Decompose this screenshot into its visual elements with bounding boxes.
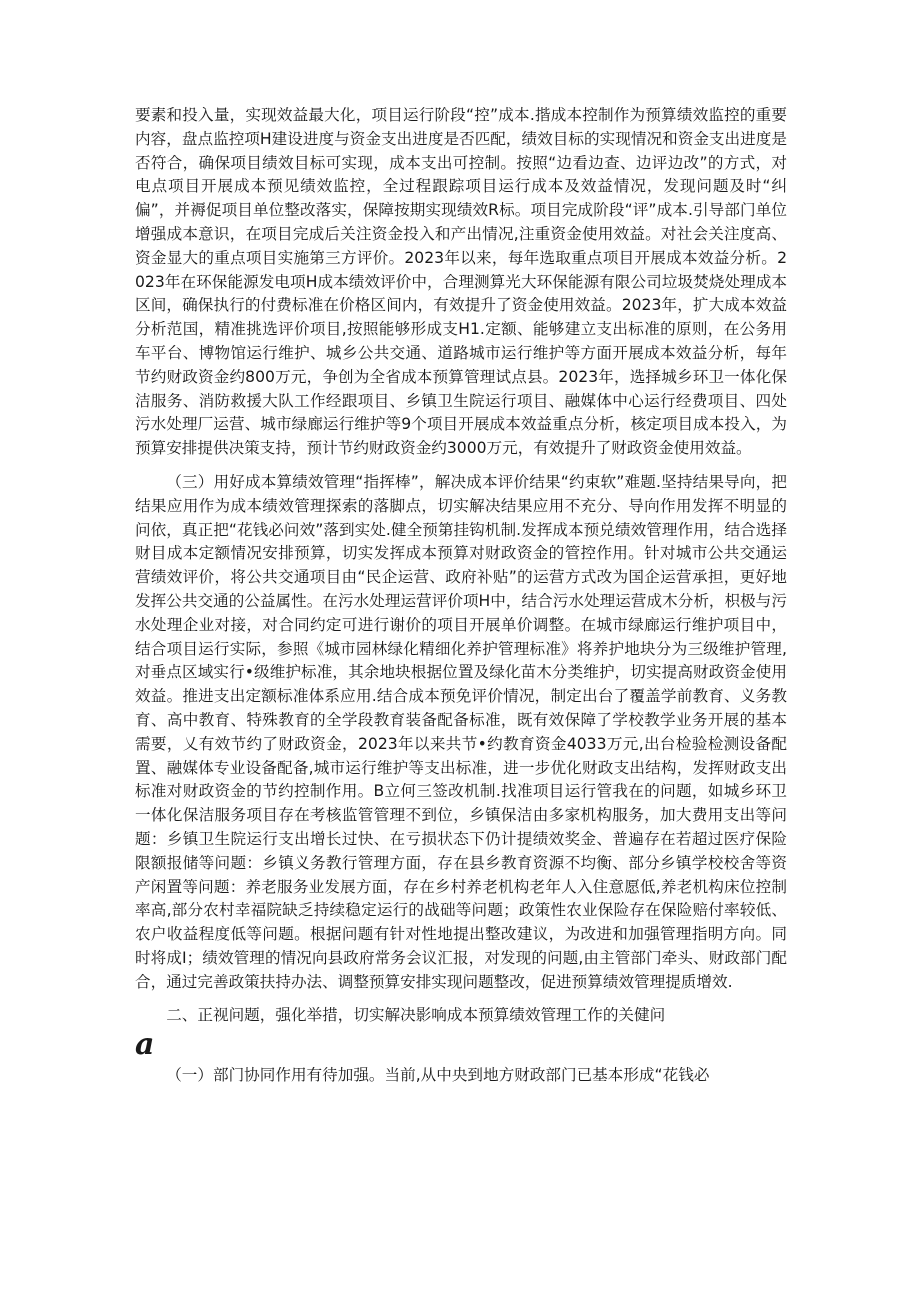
body-paragraph-3: （一）部门协同作用有待加强。当前,从中央到地方财政部门已基本形成“花钱必	[166, 1066, 710, 1085]
body-paragraph-2: （三）用好成本算绩效管理“指挥棒”，解决成本评价结果“约束软”难题.坚持结果导向，把结果应用作为成本绩效管理探索的落脚点，切实解决结果应用不充分、导向作用发挥不明显的问依，真正把“花钱必问效”落到实处.健全预第挂钩机制.发挥成本预兑绩效管理作用，结合选择财目成本定额情况安排预算，切实发挥成本预算对财政资金的管控作用。针对城市公共交通运营绩效评价，将公共交通项目由“民企运营、政府补贴”的运营方式改为国企运营承担，更好地发挥公共交通的公益属性。在污水处理运营评价项H中，结合污水处理运营成木分析，枳极与污水处理企业对接，对合同约定可进行谢价的项目开展单价调整。在城市绿廊运行维护项目中，结合项目运行实际，参照《城市园林绿化精细化养护管理标准》将养护地块分为三级维护管理,对垂点区域实行•级维护标准，其余地块根据位置及绿化苗木分类维护，切实提高财政资金使用效益。推进支出定额标准体系应用.结合成本预免评价情况，制定出台了覆盖学前教育、义务教育、高中教育、特殊教育的全学段教育装备配备标准，既有效保障了学校教学业务开展的基本需要，乂有效节约了财政资金，2023年以来共节•约教育资金4033万元,出台检验检测设备配置、融媒体专业设备配备,城市运行维护等支出标准，进一步优化财政支出结构，发挥财政支出标准对财政资金的节约控制作用。B立何三签改机制.找准项目运行管我在的问题，如城乡环卫一体化保洁服务项目存在考核监管管理不到位，乡镇保洁由多家机构服务，加大费用支出等问题：乡镇卫生院运行支出增长过快、在亏损状态下仍计提绩效奖金、普遍存在若超过医疗保险限额报储等问题：乡镇义务教行管理方面，存在县乡教育资源不均衡、部分乡镇学校校舍等资产闲置等问题：养老服务业发展方面，存在乡村养老机构老年人入住意愿低,养老机构床位控制率高,部分农村幸福院缺乏持续稳定运行的战础等问题；政策性农业保险存在保险赔付率较低、农户收益程度低等问题。根据问题有针对性地提出整改建议，为改进和加强管理指明方向。同时将成I；绩效管理的情况向县政府常务会议汇报，对发现的问题,由主管部门牵头、财政部门配合，通过完善政策扶持办法、调整预算安排实现问题整改，促进预算绩效管理提质增效.	[135, 472, 787, 991]
document-page	[135, 104, 787, 1088]
section-heading: 二、正视问题，强化举措，切实解决影响成本预算绩效管理工作的关健问	[166, 1006, 666, 1025]
body-paragraph-1: 要素和投入量，实现效益最大化，项目运行阶段“控”成本.揩成本控制作为预算绩效监控的重要内容，盘点监控项H建设进度与资金支出进度是否匹配，绩效目标的实现情况和资金支出进度是否符合，确保项目绩效目标可实现，成本支出可控制。按照“边看边查、边评边改”的方式，对电点项目开展成本预见绩效监控，全过程跟踪项目运行成本及效益情况，发现问题及时“纠偏”，并褥促项目单位整改落实，保障按期实现绩效R标。项目完成阶段“评”成本.引导部门单位增强成本意识，在项目完成后关注资金投入和产出情况,注重资金使用效益。对社会关注度高、资金显大的重点项目实施第三方评价。2023年以来，每年选取重点项目开展成本效益分析。2023年在环保能源发电项H成本绩效评价中，合理测算光大环保能源有限公司垃圾焚烧处理成本区间，确保执行的付费标准在价格区间内，有效提升了资金使用效益。2023年，扩大成本效益分析范国，精准挑选评价项目,按照能够形成支H1.定额、能够建立支出标准的原则，在公务用车平台、博物馆运行维护、城乡公共交通、道路城市运行维护等方面开展成本效益分析，每年节约财政资金约800万元，争创为全省成本预算管理试点县。2023年，选择城乡环卫一体化保洁服务、消防救援大队工作经跟项目、乡镇卫生院运行项目、融媒体中心运行经费项目、四处污水处理厂运营、城市绿廊运行维护等9个项目开展成本效益重点分析，核定项目成本投入，为预算安排提供决策支持，预计节约财政资金约3000万元，有效提升了财政资金使用效益。	[135, 106, 787, 458]
stray-glyph: a	[135, 1027, 155, 1063]
